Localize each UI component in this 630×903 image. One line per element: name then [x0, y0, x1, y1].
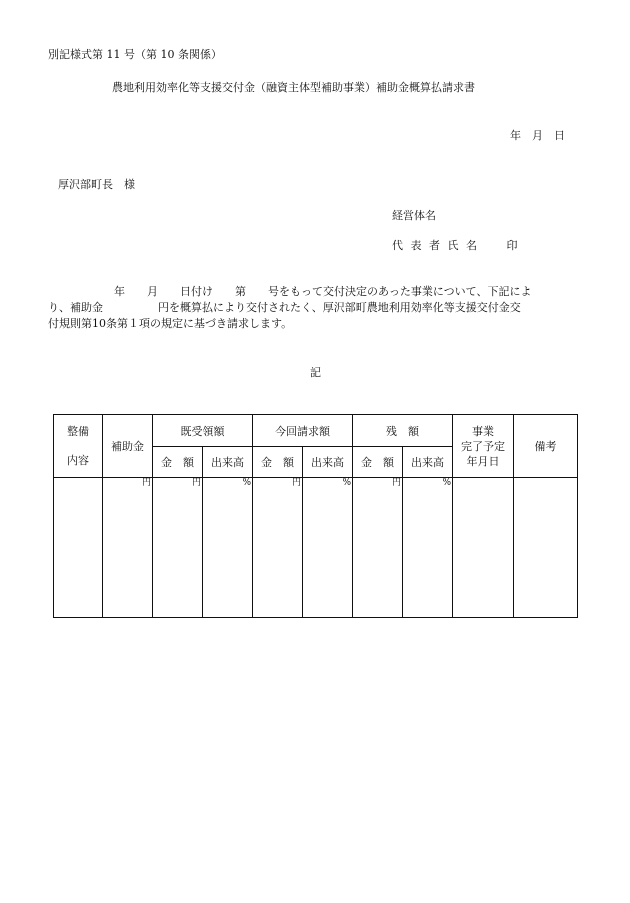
entry-kiju-kingaku[interactable]	[153, 488, 203, 618]
sub-konkai-kingaku: 金 額	[253, 447, 303, 478]
sub-zan-kingaku: 金 額	[353, 447, 403, 478]
document-title: 農地利用効率化等支援交付金（融資主体型補助事業）補助金概算払請求書	[112, 81, 475, 94]
sub-kiju-kingaku: 金 額	[153, 447, 203, 478]
header-kiju: 既受領額	[153, 415, 253, 447]
form-number: 別記様式第 11 号（第 10 条関係）	[48, 48, 222, 61]
addressee: 厚沢部町長 様	[58, 178, 135, 191]
unit-konkai-pct[interactable]: %	[303, 478, 353, 489]
unit-kiju-pct[interactable]: %	[203, 478, 253, 489]
unit-konkai-yen[interactable]: 円	[253, 478, 303, 489]
entry-hojokin[interactable]	[103, 488, 153, 618]
unit-zan-yen[interactable]: 円	[353, 478, 403, 489]
unit-biko[interactable]	[514, 478, 578, 489]
body-line-1: 年 月 日付け 第 号をもって交付決定のあった事業について、下記によ	[48, 285, 532, 298]
body-line-2: り、補助金 円を概算払により交付されたく、厚沢部町農地利用効率化等支援交付金交	[48, 301, 521, 314]
unit-seibi[interactable]	[54, 478, 103, 489]
entry-seibi[interactable]	[54, 488, 103, 618]
header-jigyo-2: 完了予定	[461, 439, 505, 453]
entry-jigyo[interactable]	[453, 488, 514, 618]
header-jigyo	[453, 415, 514, 478]
unit-kiju-yen[interactable]: 円	[153, 478, 203, 489]
unit-jigyo[interactable]	[453, 478, 514, 489]
entry-kiju-dekidaka[interactable]	[203, 488, 253, 618]
header-seibi	[54, 415, 103, 478]
sub-konkai-dekidaka: 出来高	[303, 447, 353, 478]
header-zan: 残 額	[353, 415, 453, 447]
organization-label: 経営体名	[392, 209, 436, 222]
header-jigyo-1: 事業	[472, 424, 494, 438]
entry-konkai-kingaku[interactable]	[253, 488, 303, 618]
header-jigyo-3: 年月日	[466, 454, 500, 468]
claim-table	[53, 414, 578, 618]
unit-zan-pct[interactable]: %	[403, 478, 453, 489]
header-hojokin: 補助金	[103, 415, 153, 478]
body-line-3: 付規則第10条第１項の規定に基づき請求します。	[48, 317, 293, 330]
entry-zan-kingaku[interactable]	[353, 488, 403, 618]
ki-mark: 記	[310, 366, 321, 379]
header-konkai: 今回請求額	[253, 415, 353, 447]
representative-label: 代 表 者 氏 名 印	[392, 239, 518, 252]
header-biko: 備考	[514, 415, 578, 478]
header-seibi-1: 整備	[67, 425, 89, 438]
date-line: 年 月 日	[510, 129, 565, 142]
unit-hojokin[interactable]: 円	[103, 478, 153, 489]
body-text	[48, 284, 582, 332]
sub-zan-dekidaka: 出来高	[403, 447, 453, 478]
entry-zan-dekidaka[interactable]	[403, 488, 453, 618]
header-seibi-2: 内容	[67, 454, 89, 467]
sub-kiju-dekidaka: 出来高	[203, 447, 253, 478]
entry-biko[interactable]	[514, 488, 578, 618]
entry-konkai-dekidaka[interactable]	[303, 488, 353, 618]
